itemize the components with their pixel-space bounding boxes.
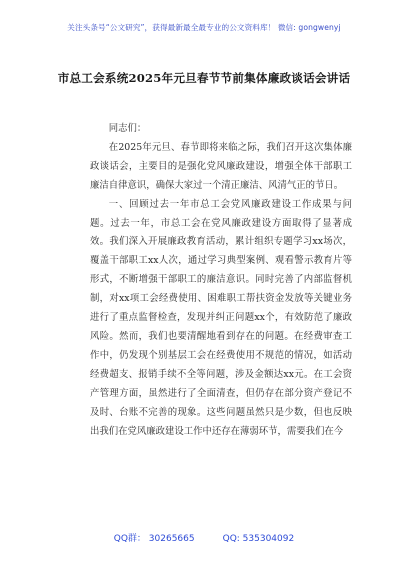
- paragraph-review: 一、回顾过去一年市总工会党风廉政建设工作成果与问题。过去一年，市总工会在党风廉政建设方面取得了显著成效。我们深入开展廉政教育活动，累计组织专题学习xx场次，覆盖干部职工xx人次，通过学习典型案例、观看警示教育片等形式，不断增强干部职工的廉洁意识。同时完善了内部监督机制，对xx项工会经费使用、困难职工帮扶资金发放等关键业务进行了重点监督检查，发现并纠正问题xx个，有效防范了廉政风险。然而，我们也要清醒地看到存在的问题。在经费审查工作中，仍发现个别基层工会在经费使用不规范的情况，如活动经费超支、报销手续不全等问题，涉及金额达xx元。在工会资产管理方面，虽然进行了全面清查，但仍存在部分资产登记不及时、台账不完善的现象。这些问题虽然只是少数，但也反映出我们在党风廉政建设工作中还存在薄弱环节，需要我们在今: [90, 198, 352, 437]
- footer-qq-group: QQ群： 30265665: [113, 534, 195, 544]
- document-title: 市总工会系统2025年元旦春节节前集体廉政谈话会讲话: [57, 71, 351, 85]
- footer-qq: QQ: 535304092: [222, 534, 295, 544]
- salutation: 同志们：: [108, 123, 147, 134]
- paragraph-intro: 在2025年元旦、春节即将来临之际，我们召开这次集体廉政谈话会，主要目的是强化党风廉政建设，增强全体干部职工廉洁自律意识，确保大家过一个清正廉洁、风清气正的节日。: [90, 141, 352, 191]
- header-note: 关注头条号“公文研究”，获得最新最全最专业的公文资料库！ 微信: gongwenyj: [67, 23, 341, 32]
- document-body: [90, 120, 352, 441]
- footer-contacts: [0, 531, 408, 544]
